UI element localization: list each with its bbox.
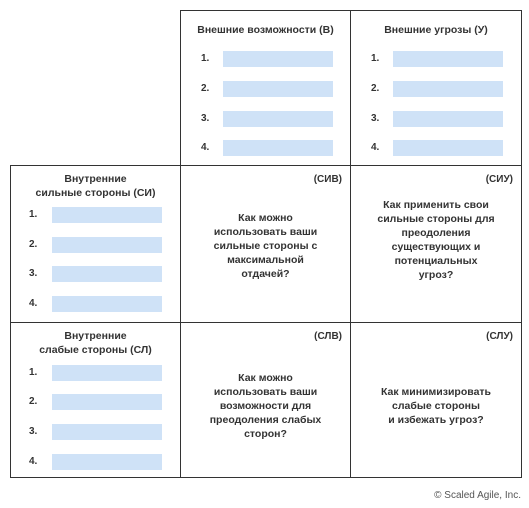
opportunity-input-3[interactable] — [223, 111, 333, 127]
wt-line: и избежать угроз? — [388, 414, 484, 426]
row-number: 1. — [371, 53, 380, 64]
threat-input-1[interactable] — [393, 51, 503, 67]
wt-line: слабые стороны — [392, 400, 480, 412]
wo-line: возможности для — [219, 400, 312, 412]
row-number: 1. — [29, 209, 38, 220]
weakness-input-2[interactable] — [52, 394, 162, 410]
st-cell — [350, 165, 522, 323]
threats-cell — [350, 10, 522, 166]
so-line: Как можно — [238, 212, 293, 224]
threat-row-3 — [371, 111, 511, 127]
opportunity-row-3 — [201, 111, 341, 127]
opportunity-input-1[interactable] — [223, 51, 333, 67]
strength-input-3[interactable] — [52, 266, 162, 282]
wo-code: (СЛВ) — [314, 331, 342, 342]
threat-row-4 — [371, 140, 511, 156]
swot-matrix — [10, 10, 522, 478]
wo-line: использовать ваши — [213, 386, 318, 398]
weaknesses-cell — [10, 322, 181, 478]
st-question — [351, 198, 521, 282]
row-number: 4. — [201, 142, 210, 153]
wo-cell — [180, 322, 351, 478]
weakness-input-1[interactable] — [52, 365, 162, 381]
weakness-row-3 — [29, 424, 174, 440]
strengths-title — [11, 172, 180, 200]
strength-row-1 — [29, 207, 174, 223]
opportunity-row-1 — [201, 51, 341, 67]
wt-question — [351, 385, 521, 427]
wt-line: Как минимизировать — [380, 386, 492, 398]
opportunity-row-4 — [201, 140, 341, 156]
so-line: использовать ваши — [213, 226, 318, 238]
copyright-text: © Scaled Agile, Inc. — [434, 490, 521, 501]
wo-line: сторон? — [244, 428, 287, 440]
strength-input-2[interactable] — [52, 237, 162, 253]
st-code: (СИУ) — [485, 174, 513, 185]
threat-input-3[interactable] — [393, 111, 503, 127]
weaknesses-title-line-1: Внутренние — [64, 330, 127, 342]
weaknesses-title — [11, 329, 180, 357]
opportunity-input-4[interactable] — [223, 140, 333, 156]
row-number: 1. — [201, 53, 210, 64]
so-line: отдачей? — [241, 268, 290, 280]
row-number: 3. — [29, 268, 38, 279]
threat-row-1 — [371, 51, 511, 67]
threats-title: Внешние угрозы (У) — [384, 24, 488, 36]
strength-row-2 — [29, 237, 174, 253]
weakness-row-4 — [29, 454, 174, 470]
so-line: сильные стороны с — [213, 240, 318, 252]
st-line: потенциальных — [394, 255, 478, 267]
weaknesses-title-line-2: слабые стороны (СЛ) — [39, 344, 152, 356]
row-number: 2. — [29, 239, 38, 250]
weakness-input-4[interactable] — [52, 454, 162, 470]
st-line: сильные стороны для — [377, 213, 495, 225]
so-line: максимальной — [227, 254, 304, 266]
row-number: 2. — [201, 83, 210, 94]
strength-input-1[interactable] — [52, 207, 162, 223]
row-number: 3. — [371, 113, 380, 124]
row-number: 2. — [29, 396, 38, 407]
weakness-input-3[interactable] — [52, 424, 162, 440]
so-cell — [180, 165, 351, 323]
wo-line: Как можно — [238, 372, 293, 384]
threat-input-4[interactable] — [393, 140, 503, 156]
st-line: существующих и — [391, 241, 481, 253]
st-line: угроз? — [418, 269, 454, 281]
row-number: 3. — [201, 113, 210, 124]
wo-question — [181, 371, 350, 441]
so-question — [181, 211, 350, 281]
weakness-row-2 — [29, 394, 174, 410]
st-line: преодоления — [401, 227, 471, 239]
row-number: 4. — [29, 298, 38, 309]
st-line: Как применить свои — [383, 199, 489, 211]
opportunities-cell — [180, 10, 351, 166]
so-code: (СИВ) — [313, 174, 342, 185]
opportunities-title: Внешние возможности (В) — [197, 24, 334, 36]
wt-cell — [350, 322, 522, 478]
opportunity-input-2[interactable] — [223, 81, 333, 97]
opportunity-row-2 — [201, 81, 341, 97]
strength-row-3 — [29, 266, 174, 282]
wt-code: (СЛУ) — [486, 331, 513, 342]
wo-line: преодоления слабых — [209, 414, 322, 426]
row-number: 3. — [29, 426, 38, 437]
row-number: 4. — [371, 142, 380, 153]
strengths-title-line-2: сильные стороны (СИ) — [35, 187, 156, 199]
threat-input-2[interactable] — [393, 81, 503, 97]
threat-row-2 — [371, 81, 511, 97]
strengths-title-line-1: Внутренние — [64, 173, 127, 185]
strength-input-4[interactable] — [52, 296, 162, 312]
row-number: 1. — [29, 367, 38, 378]
strength-row-4 — [29, 296, 174, 312]
strengths-cell — [10, 165, 181, 323]
row-number: 2. — [371, 83, 380, 94]
row-number: 4. — [29, 456, 38, 467]
weakness-row-1 — [29, 365, 174, 381]
